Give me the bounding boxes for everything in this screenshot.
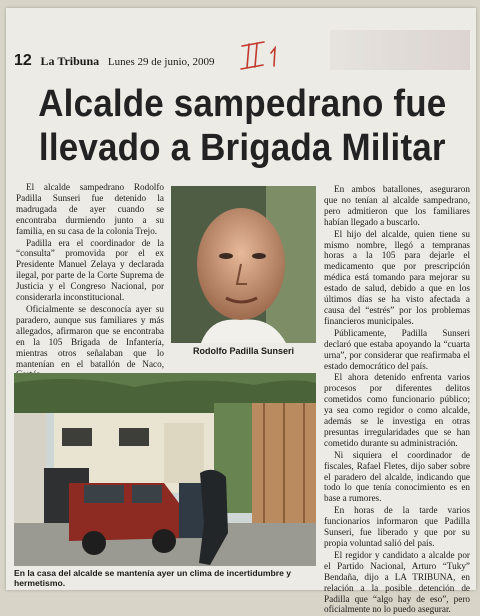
portrait-caption: Rodolfo Padilla Sunseri — [192, 346, 294, 356]
headline — [16, 82, 469, 170]
paragraph: Oficialmente se desconocía ayer su paradero, aunque sus familiares y más allegados, afirmaron que se encontraba en la 105 Brigada de Infantería, mientras otros señalaban que lo mantenían en el batallón de Naco, — [16, 303, 164, 369]
paragraph: Ni siquiera el coordinador de fiscales, Rafael Fletes, dijo saber sobre el paradero del alcalde, indicando que todo lo que tenía conocimiento es en base a rumores. — [324, 449, 470, 504]
paragraph: El ahora detenido enfrenta varios procesos por diferentes delitos cometidos como funcionario público; ya sea como regidor o como alcalde, además se le investiga en otras presuntas irregularidades que se han cometido durante su administración. — [324, 372, 470, 448]
headline-line-2: llevado a Brigada Militar — [38, 127, 446, 169]
paragraph: Públicamente, Padilla Sunseri declaró que estaba apoyando la “cuarta urna”, por considerar que reafirmaba el estado democrático del país. — [324, 327, 470, 371]
publication-date: Lunes 29 de junio, 2009 — [107, 56, 215, 68]
paragraph: En horas de la tarde varios funcionarios informaron que Padilla Sunseri, fue liberado y que por su propia voluntad salió del país. — [324, 505, 470, 548]
house-photo-image — [14, 373, 316, 566]
paragraph: En ambos batallones, aseguraron que no tenían al alcalde sampedrano, pero admitieron que los familiares habían llegado a buscarlo. — [324, 184, 470, 227]
portrait-image — [171, 186, 316, 343]
article-column-left — [16, 182, 164, 381]
paragraph: El hijo del alcalde, quien tiene su mismo nombre, llegó a tempranas horas a la 105 para dejarle el medicamento que por prescripción médica está tomando para mejorar su estado de salud, debido a que en los últimos días se ha visto afectada a causa del “estrés” por los problemas financieros municipales. — [324, 228, 470, 326]
photo-caption: En la casa del alcalde se mantenía ayer un clima de incertidumbre y hermetismo. — [14, 568, 292, 588]
page-header — [14, 52, 264, 72]
portrait-photo — [171, 186, 316, 343]
bleed-through-text — [330, 30, 470, 70]
handwritten-mark — [238, 36, 288, 76]
page-number: 12 — [14, 52, 32, 69]
paragraph: El alcalde sampedrano Rodolfo Padilla Sunseri fue detenido la madrugada de ayer cuando se encontraba durmiendo junto a su familia, en su casa de la colonia Trejo. — [16, 182, 164, 236]
paragraph: El regidor y candidato a alcalde por el Partido Nacional, Arturo “Tuky” Bendaña, dijo a LA TRIBUNA, en relación a la posible detención de Padilla que “algo hay de eso”, pero oficialmente no lo puedo asegurar. — [324, 549, 470, 615]
newspaper-name: La Tribuna — [40, 54, 100, 68]
house-photo — [14, 373, 316, 566]
headline-line-1: Alcalde sampedrano fue — [38, 83, 447, 125]
article-column-right — [324, 184, 470, 616]
paragraph: Padilla era el coordinador de la “consulta” promovida por el ex Presidente Manuel Zelaya y declarada ilegal, por parte de la Corte Suprema de Justicia y el Congreso Nacional, por considerarla inconstitucional. — [16, 237, 164, 303]
